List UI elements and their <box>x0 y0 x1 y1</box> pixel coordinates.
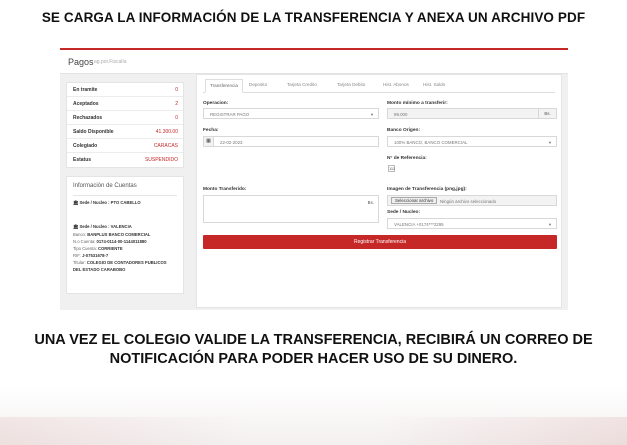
currency-suffix: Bs. <box>538 109 556 118</box>
stat-row <box>67 97 183 111</box>
tab-hist-saldo[interactable]: Hist. Saldo <box>423 82 446 87</box>
banco-origen-select[interactable] <box>387 136 557 147</box>
bank-icon: 🏛 <box>73 224 79 229</box>
account-key: RIF: <box>73 253 83 258</box>
stat-value: 2 <box>175 101 178 107</box>
imagen-transferencia-label: Imagen de Transferencia (png,jpg): <box>387 187 467 192</box>
divider <box>73 195 177 196</box>
stat-label: Saldo Disponible <box>73 129 114 135</box>
stat-value: 0 <box>175 115 178 121</box>
stat-label: Aceptados <box>73 101 99 107</box>
account-line <box>73 267 125 272</box>
account-line <box>73 260 167 265</box>
chevron-down-icon: ▼ <box>548 222 552 227</box>
account-line <box>73 246 123 251</box>
select-file-button[interactable]: Seleccionar archivo <box>391 197 437 204</box>
stat-row <box>67 125 183 139</box>
monto-minimo-value: 99.000 <box>394 112 408 117</box>
sede-nucleo-select[interactable] <box>387 218 557 229</box>
account-key: N.o Cuenta: <box>73 239 97 244</box>
stat-label: Estatus <box>73 157 92 163</box>
stats-panel <box>66 82 184 168</box>
sede-line <box>73 224 132 230</box>
stat-row <box>67 153 183 167</box>
headline-bottom <box>0 331 627 369</box>
sede-line <box>73 200 141 206</box>
headline-top: SE CARGA LA INFORMACIÓN DE LA TRANSFERENCIA Y ANEXA UN ARCHIVO PDF <box>41 10 586 25</box>
sede-label: Sede / Nucleo : PTO CABELLO <box>79 200 141 205</box>
calendar-icon: ▦ <box>204 137 214 146</box>
app-header <box>60 50 568 74</box>
stat-label: En tramite <box>73 87 98 93</box>
referencia-input[interactable]: 111 <box>389 166 396 171</box>
app-screenshot <box>60 48 568 310</box>
page-title: Pagos <box>68 57 94 67</box>
banco-origen-value: 100% BANCO, BANCO COMERCIAL <box>394 140 468 145</box>
headline-bottom-line-2: NOTIFICACIÓN PARA PODER HACER USO DE SU DINERO. <box>109 351 518 367</box>
account-value: COLEGIO DE CONTADORES PUBLICOS <box>86 260 167 265</box>
tab-tarjeta-credito[interactable]: Tarjeta Credito <box>287 82 317 87</box>
stat-row <box>67 139 183 153</box>
operacion-select[interactable] <box>203 108 379 119</box>
chevron-down-icon: ▼ <box>548 140 552 145</box>
banco-origen-label: Banco Origen: <box>387 128 421 133</box>
monto-minimo-label: Monto mínimo a transferir: <box>387 101 448 106</box>
transfer-form-panel <box>196 74 562 308</box>
tab-tarjeta-debito[interactable]: Tarjeta Debito <box>337 82 366 87</box>
monto-transferido-label: Monto Transferido: <box>203 187 247 192</box>
account-value: BANPLUS BANCO COMERCIAL <box>87 232 151 237</box>
tab-transferencia[interactable]: Transferencia <box>205 79 243 93</box>
sede-nucleo-value: VALENCIA +0174***2295 <box>394 222 444 227</box>
chevron-down-icon: ▼ <box>370 112 374 117</box>
headline-bottom-line-1: UNA VEZ EL COLEGIO VALIDE LA TRANSFERENCIA, RECIBIRÁ UN CORREO DE <box>34 332 593 348</box>
stat-row <box>67 83 183 97</box>
stat-value: CARACAS <box>153 143 178 149</box>
fecha-label: Fecha: <box>203 128 219 133</box>
accounts-info-heading: Información de Cuentas <box>73 183 137 189</box>
stat-row <box>67 111 183 125</box>
currency-suffix: Bs. <box>367 200 374 205</box>
stat-value: 0 <box>175 87 178 93</box>
bank-icon: 🏛 <box>73 200 79 205</box>
operacion-value: REGISTRAR PAGO <box>210 112 250 117</box>
file-status: Ningún archivo seleccionado <box>440 199 497 204</box>
account-key: Banco: <box>73 232 88 237</box>
fecha-input[interactable] <box>203 136 379 147</box>
account-line <box>73 232 150 237</box>
account-line <box>73 253 108 258</box>
sede-label: Sede / Nucleo : VALENCIA <box>79 224 132 229</box>
account-key: Tipo Cuenta: <box>73 246 98 251</box>
stat-value: SUSPENDIDO <box>144 157 178 163</box>
referencia-label: N° de Referencia: <box>387 156 427 161</box>
register-transfer-button[interactable]: Registrar Transferencia <box>203 235 557 249</box>
left-column <box>66 82 184 294</box>
page-subtitle: ag.por.Fiscalía <box>94 59 127 65</box>
account-value: CORRIENTE <box>97 246 123 251</box>
stat-value: 41.300.00 <box>155 129 178 135</box>
payment-tabs <box>203 79 555 93</box>
sede-nucleo-label: Sede / Nucleo: <box>387 210 421 215</box>
account-key: Titular: <box>73 260 87 265</box>
account-value: 0174-0114-00-1144011880 <box>96 239 147 244</box>
tab-deposito[interactable]: Deposito <box>249 82 268 87</box>
account-value: J-07531678-7 <box>82 253 109 258</box>
monto-minimo-field <box>387 108 557 119</box>
stat-label: Colegiado <box>73 143 98 149</box>
decorative-footer <box>0 385 627 445</box>
operacion-label: Operacion: <box>203 101 229 106</box>
monto-transferido-input[interactable] <box>203 195 379 223</box>
account-line <box>73 239 147 244</box>
stat-label: Rechazados <box>73 115 103 121</box>
imagen-file-input[interactable] <box>387 195 557 206</box>
account-value: DEL ESTADO CARABOBO <box>73 267 126 272</box>
accounts-info-panel <box>66 176 184 294</box>
fecha-value: 22-02-2023 <box>220 140 243 145</box>
tab-hist-abonos[interactable]: Hist. Abonos <box>383 82 409 87</box>
